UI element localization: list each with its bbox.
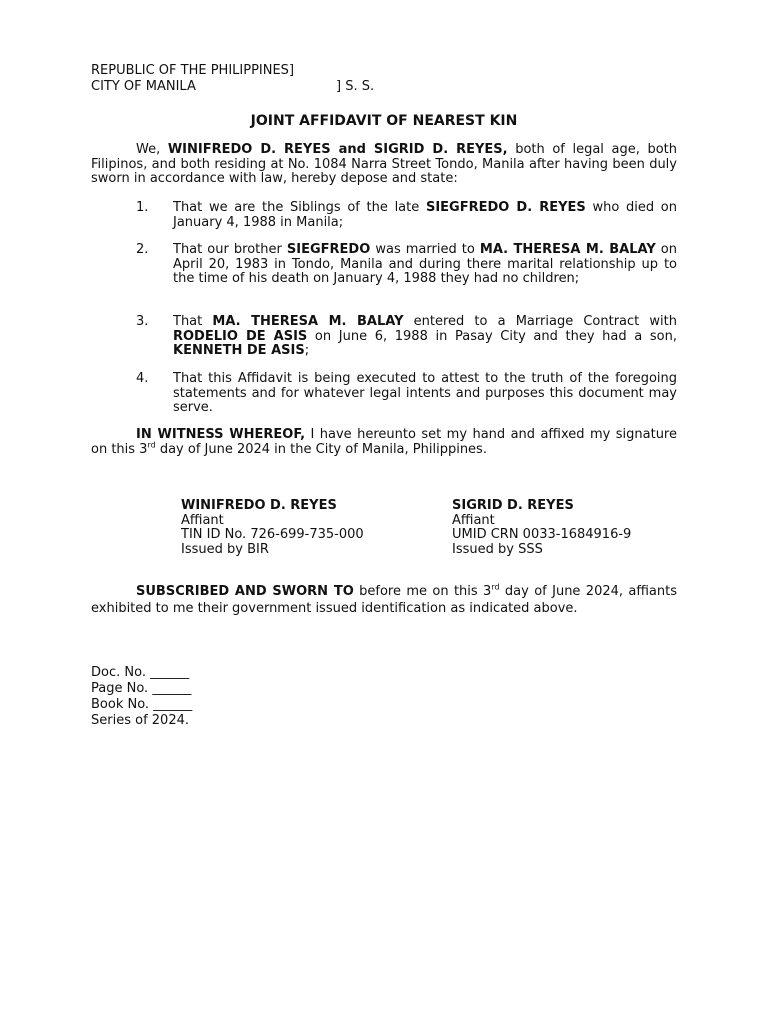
item-number: 2. [136, 242, 149, 257]
header-republic: REPUBLIC OF THE PHILIPPINES] [91, 63, 295, 78]
list-item: 1. That we are the Siblings of the late SIEGFREDO D. REYES who died on January 4, 1988 in Manila; [136, 200, 678, 230]
affiant-name: WINIFREDO D. REYES [181, 498, 337, 513]
item-number: 3. [136, 314, 149, 329]
witness-paragraph: IN WITNESS WHEREOF, I have hereunto set my hand and affixed my signature on this 3rd day of June 2024 in the City of Manila, Philippines. [91, 427, 677, 457]
item-number: 4. [136, 371, 149, 386]
affiant-block-1: WINIFREDO D. REYES Affiant TIN ID No. 726-699-735-000 Issued by BIR [181, 498, 364, 557]
list-item: 2. That our brother SIEGFREDO was married to MA. THERESA M. BALAY on April 20, 1983 in Tondo, Manila and during there marital relationship up to the time of his death on January 4, 1988 they had no children; [136, 242, 678, 286]
book-no: Book No. ______ [91, 697, 193, 712]
affiant-names: WINIFREDO D. REYES and SIGRID D. REYES, [167, 142, 508, 157]
notarial-register [91, 665, 192, 729]
item-number: 1. [136, 200, 149, 215]
intro-paragraph: We, WINIFREDO D. REYES and SIGRID D. REYES, both of legal age, both Filipinos, and both residing at No. 1084 Narra Street Tondo, Manila after having been duly sworn in accordance with law, hereby depose and state: [91, 142, 677, 186]
jurat-paragraph: SUBSCRIBED AND SWORN TO before me on this 3rd day of June 2024, affiants exhibited to me their government issued identification as indicated above. [91, 582, 678, 616]
affiant-block-2: SIGRID D. REYES Affiant UMID CRN 0033-1684916-9 Issued by SSS [452, 498, 632, 557]
header-ss: ] S. S. [336, 79, 375, 94]
document-title: JOINT AFFIDAVIT OF NEAREST KIN [250, 113, 518, 129]
list-item: 4. That this Affidavit is being executed to attest to the truth of the foregoing statements and for whatever legal intents and purposes this document may serve. [136, 371, 677, 415]
page-no: Page No. ______ [91, 681, 192, 696]
header-city: CITY OF MANILA [91, 79, 196, 94]
list-item: 3. That MA. THERESA M. BALAY entered to a Marriage Contract with RODELIO DE ASIS on June 6, 1988 in Pasay City and they had a son, KENNETH DE ASIS; [136, 314, 677, 358]
series: Series of 2024. [91, 713, 189, 728]
doc-no: Doc. No. ______ [91, 665, 190, 680]
affiant-name: SIGRID D. REYES [452, 498, 574, 513]
